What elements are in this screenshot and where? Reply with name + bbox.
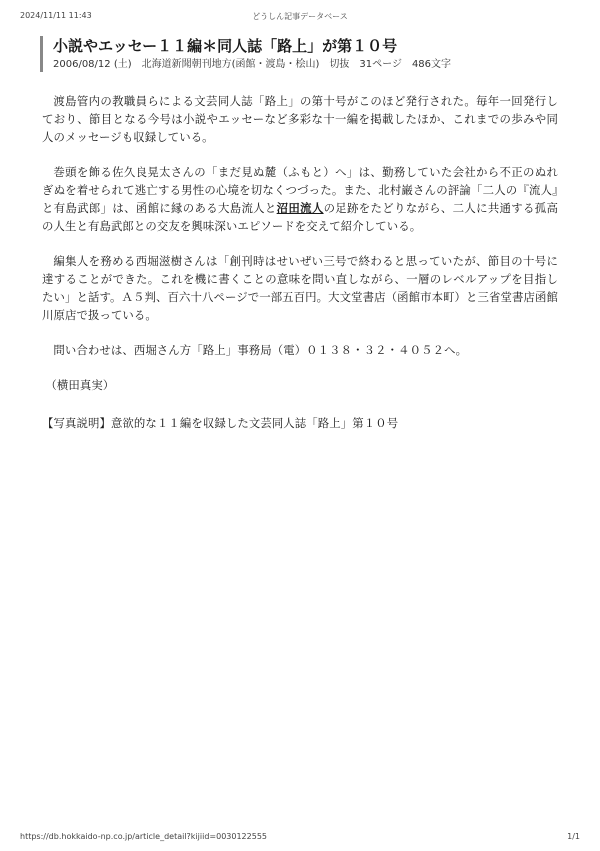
print-site-name: どうしん記事データベース bbox=[252, 12, 348, 21]
article-paragraph-1: 渡島管内の教職員らによる文芸同人誌「路上」の第十号がこのほど発行された。毎年一回発行しており、節目となる今号は小説やエッセーなど多彩な十一編を掲載したほか、これまでの歩みや同人のメッセージも収録している。 bbox=[42, 94, 558, 144]
print-header bbox=[0, 11, 600, 25]
article-header bbox=[40, 36, 583, 72]
photo-caption: 【写真説明】意欲的な１１編を収録した文芸同人誌「路上」第１０号 bbox=[42, 416, 399, 430]
print-url: https://db.hokkaido-np.co.jp/article_detail?kijiid=0030122555 bbox=[20, 832, 268, 841]
article-author: （横田真実） bbox=[45, 378, 115, 392]
article-paragraph-2-part-a: 巻頭を飾る佐久良晃太さんの「まだ見ぬ麓（ふもと）へ」は、勤務していた会社から不正のぬれぎぬを着せられて逃亡する男性の心境を切なくつづった。また、北村巌さんの評論「二人の『流人』と有島武郎」は、函館に縁のある大島流人と bbox=[42, 165, 558, 215]
article-body bbox=[42, 92, 558, 449]
article-paragraph-2-part-b: の足跡をたどりながら、二人に共通する孤高の人生と有島武郎との交友を興味深いエピソードを交えて紹介している。 bbox=[42, 201, 558, 233]
article-paragraph-2 bbox=[42, 163, 558, 235]
article-paragraph-3: 編集人を務める西堀滋樹さんは「創刊時はせいぜい三号で終わると思っていたが、節目の十号に達することができた。これを機に書くことの意味を問い直しながら、一層のレベルアップを目指したい」と話す。Ａ５判、百六十八ページで一部五百円。大文堂書店（函館市本町）と三省堂書店函館川原店で扱っている。 bbox=[42, 254, 558, 322]
article-meta: 2006/08/12 (土) 北海道新聞朝刊地方(函館・渡島・桧山) 切抜 31ページ 486文字 bbox=[53, 59, 452, 70]
article-paragraph-4: 問い合わせは、西堀さん方「路上」事務局（電）０１３８・３２・４０５２へ。 bbox=[53, 343, 468, 357]
print-timestamp: 2024/11/11 11:43 bbox=[20, 11, 92, 20]
print-page-count: 1/1 bbox=[567, 832, 580, 841]
highlighted-name: 沼田流人 bbox=[276, 201, 324, 215]
article-title: 小説やエッセー１１編＊同人誌「路上」が第１０号 bbox=[53, 37, 398, 55]
